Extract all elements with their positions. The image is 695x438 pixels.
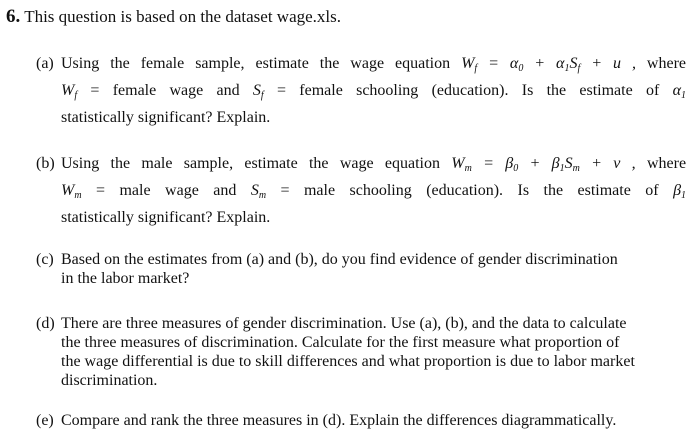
part-a-line2: [61, 77, 686, 104]
question-header: [6, 6, 341, 28]
question-number: 6.: [6, 6, 21, 27]
part-b-line2-pre: = male wage and: [96, 182, 237, 199]
part-a-wf-symbol: $W_f$: [61, 82, 78, 101]
part-c-label: (c): [36, 251, 54, 268]
part-c: [36, 250, 686, 288]
part-a-equation: $W_f = \alpha_0 + \alpha_1S_f + u$ ,: [461, 55, 636, 74]
part-b-sm-symbol: $S_m$: [250, 182, 267, 201]
part-e-line1: Compare and rank the three measures in (d). Explain the differences diagrammatically.: [61, 412, 617, 429]
part-a-line1-text: Using the female sample, estimate the wage equation: [61, 55, 451, 72]
question-intro: This question is based on the dataset wage.xls.: [24, 7, 342, 26]
part-a-line3: statistically significant? Explain.: [61, 109, 271, 126]
part-a-alpha1-symbol: $\alpha_1$: [672, 82, 687, 101]
part-e: [36, 411, 686, 430]
part-a-line2-mid: = female schooling (education).: [276, 82, 509, 99]
part-a-sf-symbol: $S_f$: [252, 82, 264, 101]
part-d-label: (d): [36, 315, 55, 332]
part-a-line1-end: where: [646, 55, 687, 72]
part-c-line2: in the labor market?: [61, 270, 190, 287]
part-a-label: (a): [36, 55, 54, 72]
part-b-line2: [61, 177, 686, 204]
part-a-line2-pre: = female wage and: [90, 82, 240, 99]
part-b-line2-post: Is the estimate of: [517, 182, 659, 199]
part-d-line3: the wage differential is due to skill differences and what proportion is due to labor market: [61, 353, 635, 370]
part-a: [36, 50, 686, 131]
part-b: [36, 150, 686, 231]
part-b-line1: [61, 150, 686, 177]
part-b-equation: $W_m = \beta_0 + \beta_1S_m + v$ ,: [451, 155, 636, 174]
part-c-line1: Based on the estimates from (a) and (b), do you find evidence of gender discrimination: [61, 251, 618, 268]
part-d: [36, 314, 686, 390]
part-d-line4: discrimination.: [61, 372, 158, 389]
part-b-wm-symbol: $W_m$: [61, 182, 82, 201]
part-a-line1: [61, 50, 686, 77]
part-e-label: (e): [36, 412, 54, 429]
part-b-beta1-symbol: $\beta_1$: [673, 182, 687, 201]
part-b-line2-mid: = male schooling (education).: [280, 182, 504, 199]
part-b-line1-text: Using the male sample, estimate the wage equation: [61, 155, 440, 172]
part-b-line3: statistically significant? Explain.: [61, 209, 271, 226]
part-a-line2-post: Is the estimate of: [521, 82, 660, 99]
part-d-line2: the three measures of discrimination. Calculate for the first measure what proportion of: [61, 334, 620, 351]
part-b-line1-end: where: [646, 155, 687, 172]
part-d-line1: There are three measures of gender discrimination. Use (a), (b), and the data to calculate: [61, 315, 627, 332]
part-b-label: (b): [36, 155, 55, 172]
